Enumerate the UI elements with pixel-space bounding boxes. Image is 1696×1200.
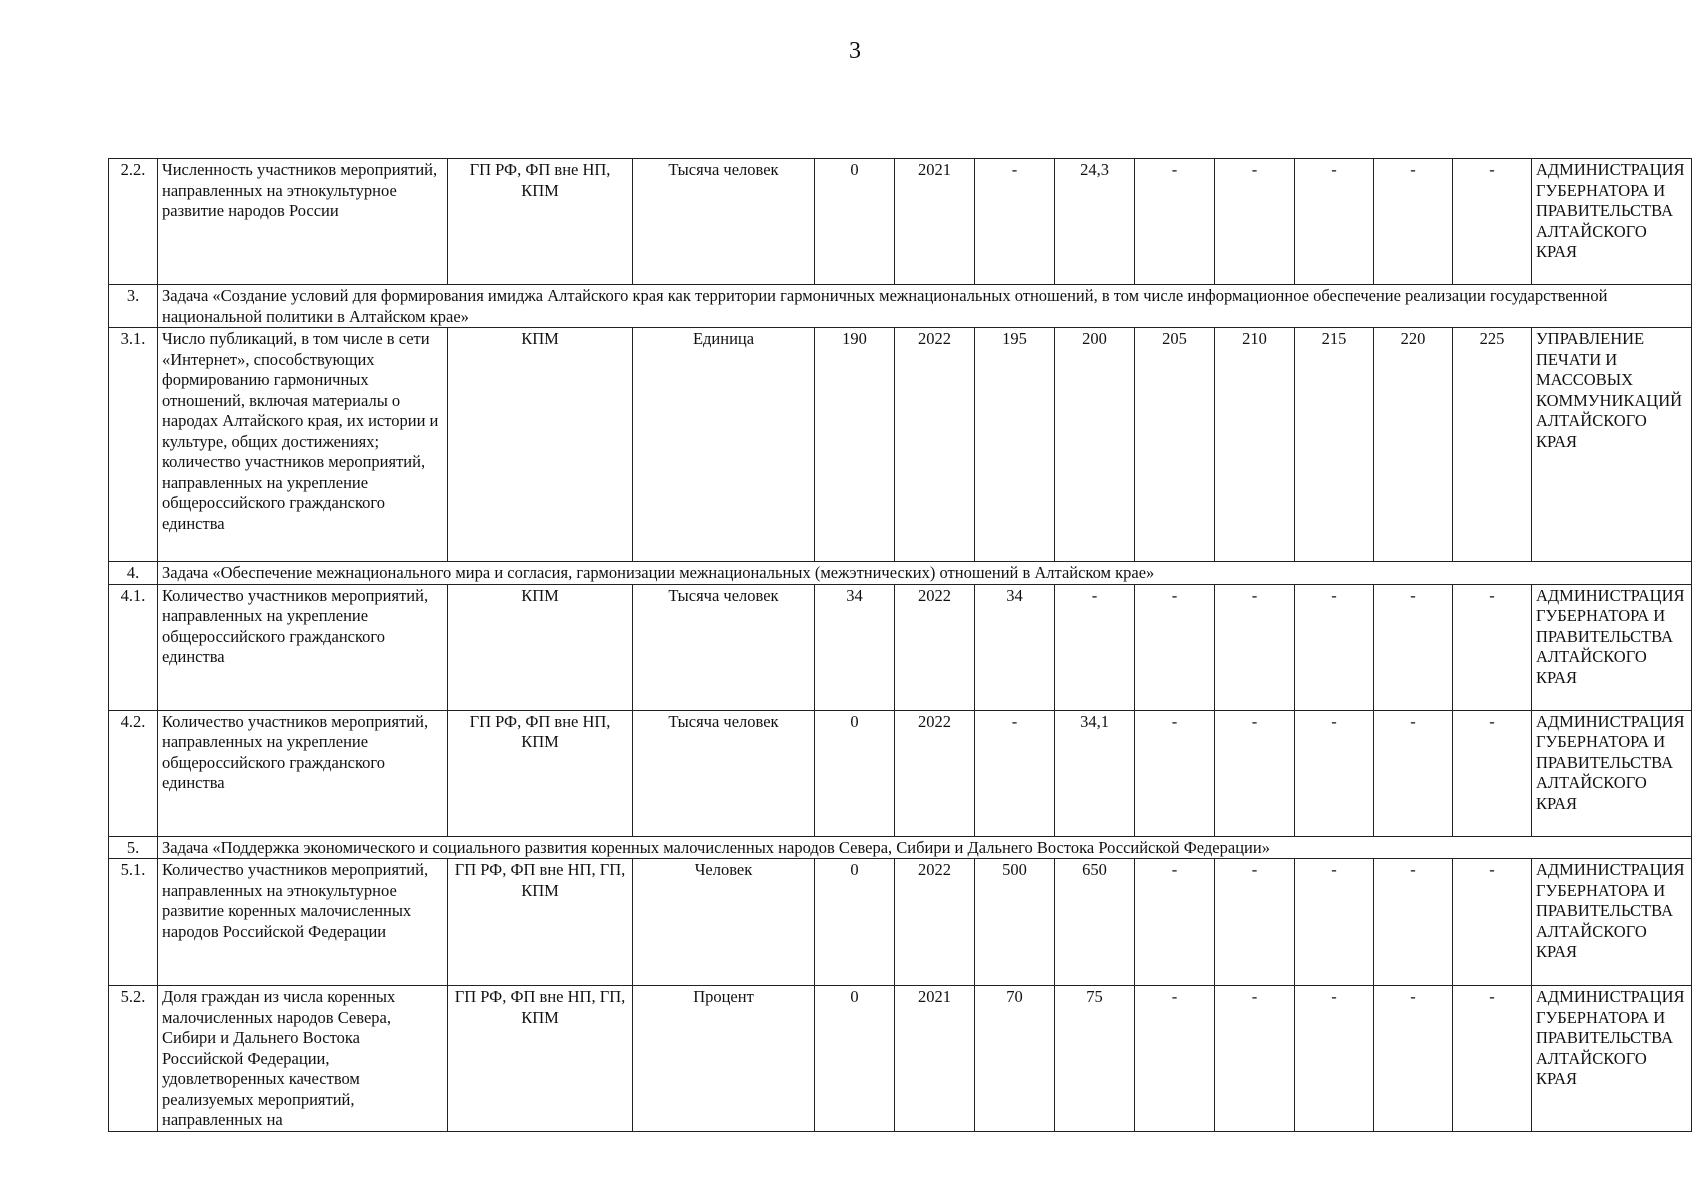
value-cell: - [1374,159,1453,285]
value-cell: 205 [1135,328,1215,562]
base-year-cell: 2022 [895,328,975,562]
table-row [109,328,1692,562]
row-number: 3. [109,285,158,328]
table-row [109,986,1692,1132]
source-cell: ГП РФ, ФП вне НП, ГП, КПМ [448,859,633,986]
value-cell: - [1215,986,1295,1132]
unit-cell: Человек [633,859,815,986]
unit-cell: Тысяча человек [633,710,815,836]
base-value-cell: 190 [815,328,895,562]
base-year-cell: 2022 [895,584,975,710]
value-cell: - [1453,859,1532,986]
executor-cell: АДМИНИСТРАЦИЯ ГУБЕРНАТОРА И ПРАВИТЕЛЬСТВА АЛТАЙСКОГО КРАЯ [1532,859,1692,986]
base-value-cell: 0 [815,710,895,836]
value-cell: - [1453,710,1532,836]
value-cell: - [1215,710,1295,836]
value-cell: - [1374,859,1453,986]
value-cell: - [1453,159,1532,285]
base-value-cell: 0 [815,859,895,986]
value-cell: 225 [1453,328,1532,562]
base-year-cell: 2021 [895,986,975,1132]
task-text: Задача «Обеспечение межнационального мира и согласия, гармонизации межнациональных (межэтнических) отношений в Алтайском крае» [158,562,1692,585]
executor-cell: АДМИНИСТРАЦИЯ ГУБЕРНАТОРА И ПРАВИТЕЛЬСТВА АЛТАЙСКОГО КРАЯ [1532,159,1692,285]
value-cell: 34 [975,584,1055,710]
value-cell: 24,3 [1055,159,1135,285]
row-number: 4.2. [109,710,158,836]
source-cell: ГП РФ, ФП вне НП, КПМ [448,710,633,836]
source-cell: КПМ [448,584,633,710]
table-row [109,159,1692,285]
task-row [109,562,1692,585]
table-row [109,859,1692,986]
value-cell: 215 [1295,328,1374,562]
value-cell: - [975,159,1055,285]
indicator-name-main: Число публикаций, в том числе в сети «Интернет», способствующих формированию гармоничных отношений, включая материалы о народах Алтайского края, их истории и культуре, общих достижениях; [162,329,439,451]
value-cell: - [1135,159,1215,285]
value-cell: 34,1 [1055,710,1135,836]
value-cell: - [975,710,1055,836]
value-cell: 220 [1374,328,1453,562]
unit-cell: Процент [633,986,815,1132]
value-cell: 70 [975,986,1055,1132]
value-cell: - [1295,986,1374,1132]
row-number: 5.1. [109,859,158,986]
source-cell: ГП РФ, ФП вне НП, ГП, КПМ [448,986,633,1132]
value-cell: - [1135,986,1215,1132]
indicator-name: Количество участников мероприятий, направленных на укрепление общероссийского гражданского единства [158,710,448,836]
value-cell: - [1374,584,1453,710]
unit-cell: Единица [633,328,815,562]
indicator-name: Численность участников мероприятий, направленных на этнокультурное развитие народов России [158,159,448,285]
table-row [109,710,1692,836]
row-number: 2.2. [109,159,158,285]
base-year-cell: 2022 [895,859,975,986]
row-number: 3.1. [109,328,158,562]
value-cell: - [1374,986,1453,1132]
value-cell: - [1135,710,1215,836]
unit-cell: Тысяча человек [633,159,815,285]
value-cell: 650 [1055,859,1135,986]
task-text: Задача «Создание условий для формирования имиджа Алтайского края как территории гармоничных межнациональных отношений, в том числе информационное обеспечение реализации государственной национальной политики в Алтайском крае» [158,285,1692,328]
executor-cell: УПРАВЛЕНИЕ ПЕЧАТИ И МАССОВЫХ КОММУНИКАЦИЙ АЛТАЙСКОГО КРАЯ [1532,328,1692,562]
value-cell: - [1374,710,1453,836]
unit-cell: Тысяча человек [633,584,815,710]
page-number: 3 [849,38,861,64]
value-cell: 200 [1055,328,1135,562]
value-cell: - [1215,859,1295,986]
task-row [109,285,1692,328]
indicator-name-extra: количество участников мероприятий, направленных на укрепление общероссийского гражданского единства [162,452,426,533]
row-number: 4.1. [109,584,158,710]
value-cell: - [1295,584,1374,710]
task-text: Задача «Поддержка экономического и социального развития коренных малочисленных народов Севера, Сибири и Дальнего Востока Российской Федерации» [158,836,1692,859]
table-row [109,584,1692,710]
task-row [109,836,1692,859]
base-value-cell: 34 [815,584,895,710]
indicator-name: Количество участников мероприятий, направленных на укрепление общероссийского гражданского единства [158,584,448,710]
value-cell: - [1295,859,1374,986]
value-cell: 500 [975,859,1055,986]
row-number: 4. [109,562,158,585]
value-cell: - [1215,159,1295,285]
base-year-cell: 2022 [895,710,975,836]
base-year-cell: 2021 [895,159,975,285]
source-cell: КПМ [448,328,633,562]
value-cell: - [1295,710,1374,836]
executor-cell: АДМИНИСТРАЦИЯ ГУБЕРНАТОРА И ПРАВИТЕЛЬСТВА АЛТАЙСКОГО КРАЯ [1532,710,1692,836]
indicators-table [108,158,1692,1132]
value-cell: 75 [1055,986,1135,1132]
source-cell: ГП РФ, ФП вне НП, КПМ [448,159,633,285]
indicator-name: Количество участников мероприятий, направленных на этнокультурное развитие коренных малочисленных народов Российской Федерации [158,859,448,986]
value-cell: 195 [975,328,1055,562]
value-cell: - [1135,584,1215,710]
value-cell: - [1453,986,1532,1132]
executor-cell: АДМИНИСТРАЦИЯ ГУБЕРНАТОРА И ПРАВИТЕЛЬСТВА АЛТАЙСКОГО КРАЯ [1532,584,1692,710]
value-cell: - [1295,159,1374,285]
executor-cell: АДМИНИСТРАЦИЯ ГУБЕРНАТОРА И ПРАВИТЕЛЬСТВА АЛТАЙСКОГО КРАЯ [1532,986,1692,1132]
value-cell: 210 [1215,328,1295,562]
value-cell: - [1453,584,1532,710]
value-cell: - [1215,584,1295,710]
row-number: 5. [109,836,158,859]
indicator-name [158,328,448,562]
row-number: 5.2. [109,986,158,1132]
base-value-cell: 0 [815,159,895,285]
value-cell: - [1135,859,1215,986]
value-cell: - [1055,584,1135,710]
indicator-name: Доля граждан из числа коренных малочисленных народов Севера, Сибири и Дальнего Востока Российской Федерации, удовлетворенных качеством реализуемых мероприятий, направленных на [158,986,448,1132]
base-value-cell: 0 [815,986,895,1132]
